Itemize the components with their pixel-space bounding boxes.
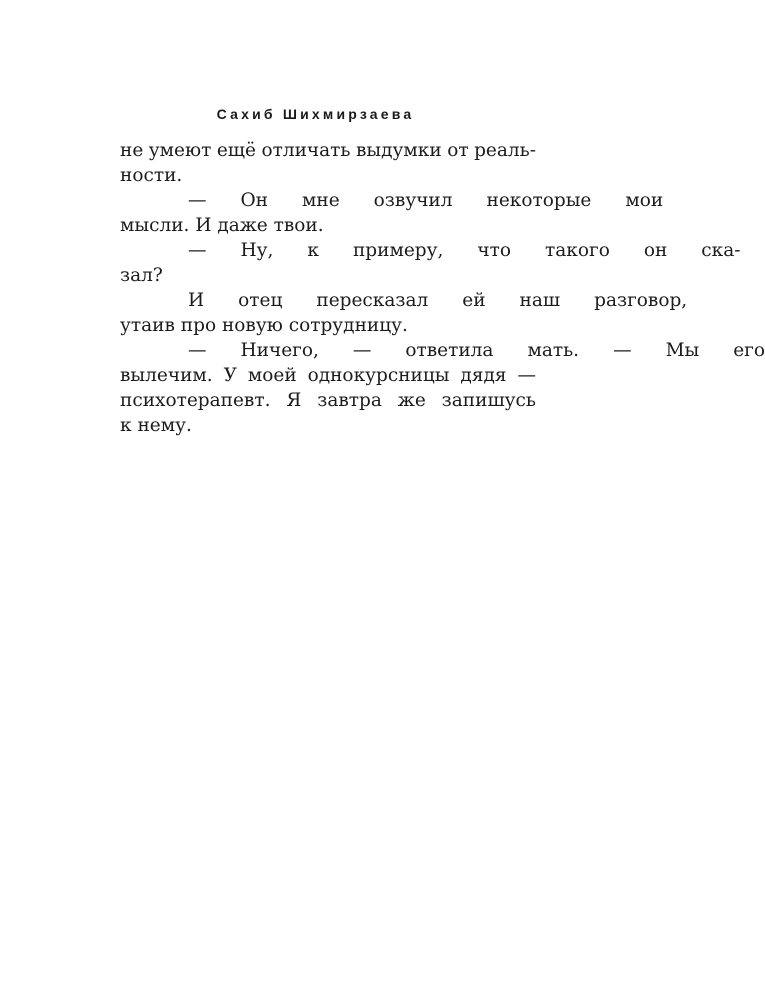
text-line: не умеют ещё отличать выдумки от реаль- [120, 140, 536, 161]
body-text [120, 138, 765, 438]
paragraph [120, 188, 664, 238]
text-line: мысли. И даже твои. [120, 215, 324, 236]
paragraph [120, 238, 741, 288]
text-line: зал? [120, 265, 163, 286]
text-line: к нему. [120, 415, 192, 436]
text-line: ности. [120, 165, 183, 186]
text-line: психотерапевт. Я завтра же запишусь [120, 390, 536, 411]
text-line: И отец пересказал ей наш разговор, [188, 290, 688, 311]
paragraph [120, 338, 765, 438]
text-line: — Он мне озвучил некоторые мои [188, 190, 664, 211]
text-line: — Ну, к примеру, что такого он ска- [188, 240, 741, 261]
paragraph [120, 288, 688, 338]
text-line: — Ничего, — ответила мать. — Мы его [188, 340, 765, 361]
text-line: вылечим. У моей однокурсницы дядя — [120, 365, 536, 386]
text-line: утаив про новую сотрудницу. [120, 315, 408, 336]
running-head: Сахиб Шихмирзаева [216, 106, 415, 122]
paragraph-continuation [120, 138, 536, 188]
